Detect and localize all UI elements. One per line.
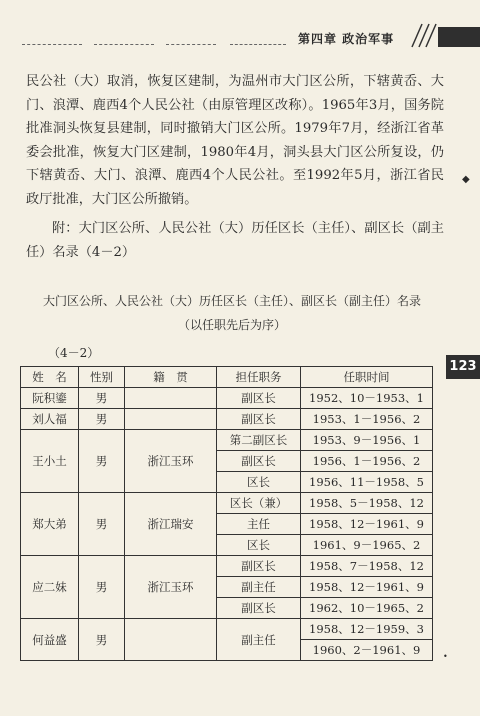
cell-origin: [125, 409, 217, 430]
cell-gender: 男: [79, 388, 125, 409]
cell-duty: 区长: [217, 472, 301, 493]
body-paragraph: 民公社（大）取消，恢复区建制，为温州市大门区公所，下辖黄岙、大门、浪潭、鹿西4个人民公社（由原管理区改称）。1965年3月，国务院批准洞头恢复县建制，同时撤销大门区公所。1979年7月，经浙江省革委会批准，恢复大门区建制，1980年4月，洞头县大门区公所复设，仍下辖黄岙、大门、浪潭、鹿西4个人民公社。至1992年5月，浙江省民政厅批准，大门区公所撤销。: [26, 74, 444, 207]
cell-term: 1956、1－1956、2: [301, 451, 433, 472]
margin-bullet: ◆: [462, 174, 470, 185]
cell-name: 应二妹: [21, 556, 79, 619]
chapter-title: 第四章 政治军事: [298, 32, 395, 46]
cell-gender: 男: [79, 409, 125, 430]
cell-term: 1958、7－1958、12: [301, 556, 433, 577]
header-dash-4: [230, 44, 286, 45]
cell-origin: 浙江玉环: [125, 430, 217, 493]
appendix-note: 附：大门区公所、人民公社（大）历任区长（主任）、副区长（副主任）名录（4－2）: [26, 221, 444, 260]
header-term: 任职时间: [301, 367, 433, 388]
cell-gender: 男: [79, 556, 125, 619]
table-subtitle: （以任职先后为序）: [177, 318, 286, 332]
cell-name: 阮积鎏: [21, 388, 79, 409]
cell-gender: 男: [79, 430, 125, 493]
page-number-tab: 123: [446, 355, 480, 379]
cell-duty: 副区长: [217, 409, 301, 430]
header-dash-1: [22, 44, 82, 45]
header-dash-3: [166, 44, 216, 45]
cell-gender: 男: [79, 619, 125, 661]
header-duty: 担任职务: [217, 367, 301, 388]
table-title: 大门区公所、人民公社（大）历任区长（主任）、副区长（副主任）名录: [42, 294, 421, 308]
cell-duty: 区长（兼）: [217, 493, 301, 514]
cell-origin: 浙江玉环: [125, 556, 217, 619]
cell-duty: 副区长: [217, 388, 301, 409]
cell-name: 何益盛: [21, 619, 79, 661]
header-name: 姓 名: [21, 367, 79, 388]
margin-dot: •: [443, 652, 448, 661]
table-row: [21, 430, 433, 451]
table-row: [21, 388, 433, 409]
header-gender: 性别: [79, 367, 125, 388]
header-bar: [438, 27, 480, 47]
cell-term: 1953、1－1956、2: [301, 409, 433, 430]
cell-name: 郑大弟: [21, 493, 79, 556]
cell-duty: 区长: [217, 535, 301, 556]
cell-term: 1961、9－1965、2: [301, 535, 433, 556]
cell-duty: 副区长: [217, 556, 301, 577]
cell-duty: 副主任: [217, 577, 301, 598]
cell-duty: 主任: [217, 514, 301, 535]
table-header-row: [21, 367, 433, 388]
cell-term: 1958、12－1959、3: [301, 619, 433, 640]
cell-term: 1952、10－1953、1: [301, 388, 433, 409]
table-row: [21, 556, 433, 577]
cell-duty: 副区长: [217, 598, 301, 619]
cell-origin: [125, 388, 217, 409]
table-row: [21, 409, 433, 430]
header-origin: 籍 贯: [125, 367, 217, 388]
cell-name: 王小土: [21, 430, 79, 493]
cell-term: 1958、5－1958、12: [301, 493, 433, 514]
table-row: [21, 619, 433, 640]
cell-name: 刘人福: [21, 409, 79, 430]
cell-duty: 副主任: [217, 619, 301, 661]
roster-table: [20, 366, 433, 661]
cell-duty: 第二副区长: [217, 430, 301, 451]
cell-origin: 浙江瑞安: [125, 493, 217, 556]
cell-term: 1953、9－1956、1: [301, 430, 433, 451]
cell-duty: 副区长: [217, 451, 301, 472]
cell-term: 1956、11－1958、5: [301, 472, 433, 493]
header-slash-decoration: [408, 22, 438, 48]
cell-term: 1958、12－1961、9: [301, 577, 433, 598]
cell-term: 1962、10－1965、2: [301, 598, 433, 619]
cell-term: 1958、12－1961、9: [301, 514, 433, 535]
cell-term: 1960、2－1961、9: [301, 640, 433, 661]
header-dash-2: [94, 44, 154, 45]
cell-gender: 男: [79, 493, 125, 556]
table-row: [21, 493, 433, 514]
cell-origin: [125, 619, 217, 661]
table-code: （4－2）: [48, 346, 100, 360]
